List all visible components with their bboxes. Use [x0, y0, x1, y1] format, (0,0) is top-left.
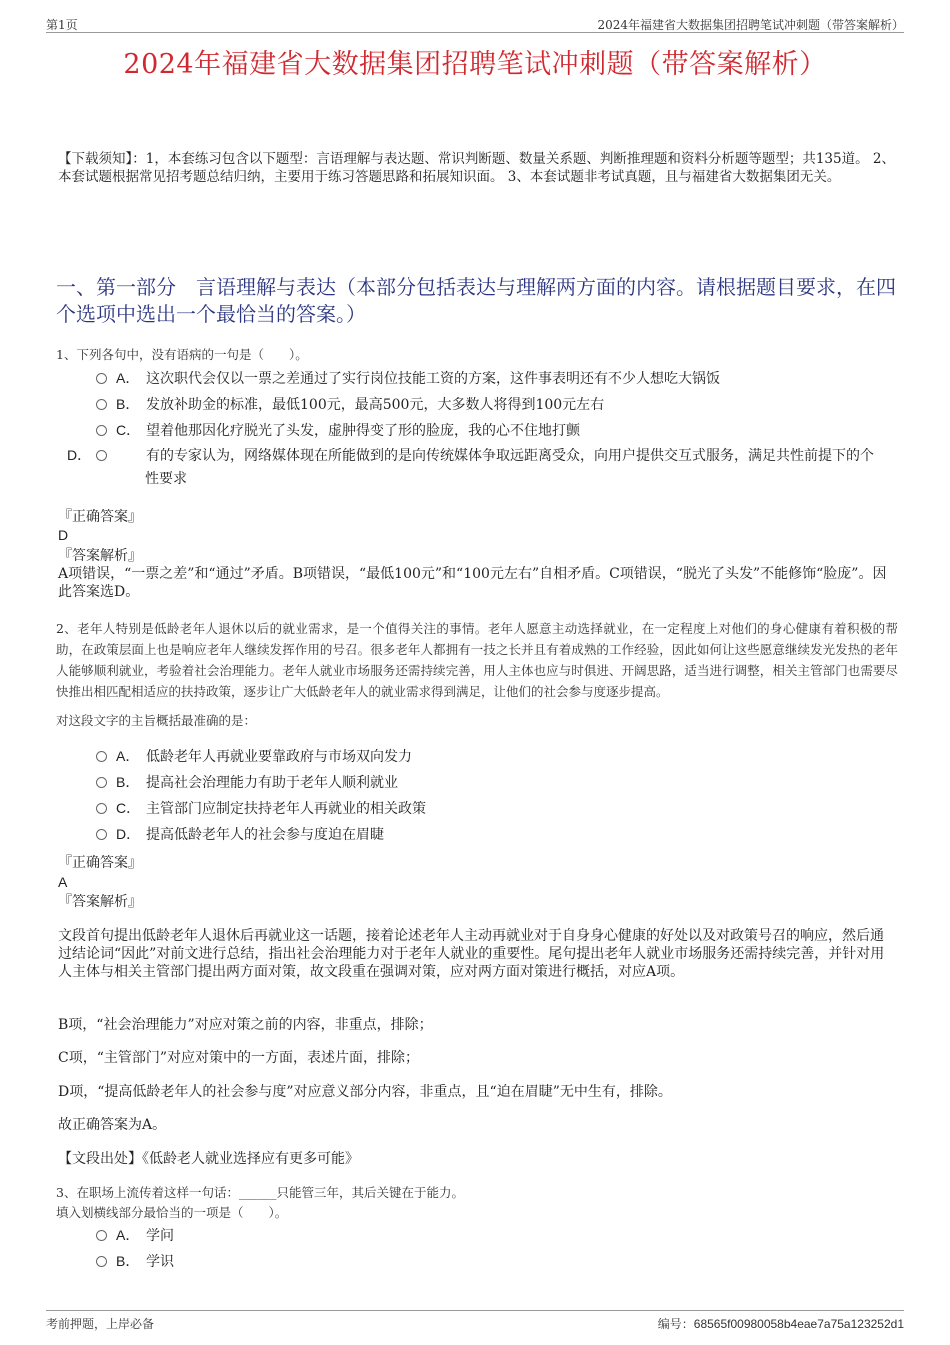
q2-option-a[interactable]: A． 低龄老年人再就业要靠政府与市场双向发力	[96, 745, 886, 769]
radio-icon[interactable]	[96, 1230, 107, 1241]
page-number: 第1页	[46, 18, 78, 32]
document-title: 2024年福建省大数据集团招聘笔试冲刺题（带答案解析）	[123, 49, 827, 80]
radio-icon[interactable]	[96, 399, 107, 410]
q2-correct-answer-label: 『正确答案』	[58, 855, 142, 871]
q2-analysis-source: 【文段出处】《低龄老人就业选择应有更多可能》	[58, 1151, 359, 1167]
q2-analysis-c: C项，“主管部门”对应对策中的一方面，表述片面，排除；	[58, 1050, 420, 1066]
radio-icon[interactable]	[96, 803, 107, 814]
section-title: 一、第一部分 言语理解与表达（本部分包括表达与理解两方面的内容。请根据题目要求，在四个选项中选出一个最恰当的答案。）	[56, 275, 896, 326]
q3-option-b[interactable]: B． 学识	[96, 1250, 886, 1274]
q2-analysis-d: D项，“提高低龄老年人的社会参与度”对应意义部分内容，非重点，且“迫在眉睫”无中生有，排除。	[58, 1084, 672, 1100]
q1-option-c[interactable]: C． 望着他那因化疗脱光了头发，虚肿得变了形的脸庞，我的心不住地打颤	[96, 419, 886, 443]
q2-analysis-paragraph: 文段首句提出低龄老年人退休后再就业这一话题，接着论述老年人主动再就业对于自身身心健康的好处以及对政策号召的响应，然后通过结论词“因此”对前文进行总结，指出社会治理能力对于老年人就业的重要性。尾句提出老年人就业市场服务还需持续完善，并针对用人主体与相关主管部门提出两方面对策，故文段重在强调对策，应对两方面对策进行概括，对应A项。	[58, 928, 885, 980]
q1-correct-answer: D	[58, 527, 69, 543]
footer-serial: 编号：68565f00980058b4eae7a75a123252d1	[657, 1317, 904, 1331]
footer-slogan: 考前押题，上岸必备	[46, 1317, 155, 1331]
radio-icon[interactable]	[96, 829, 107, 840]
q3-instruction: 填入划横线部分最恰当的一项是（ ）。	[56, 1205, 288, 1220]
q2-analysis-conclusion: 故正确答案为A。	[58, 1117, 167, 1133]
q2-option-b[interactable]: B． 提高社会治理能力有助于老年人顺利就业	[96, 771, 886, 795]
page-header	[46, 14, 904, 33]
q3-option-a[interactable]: A． 学问	[96, 1224, 886, 1248]
q1-analysis: A项错误，“一票之差”和“通过”矛盾。B项错误，“最低100元”和“100元左右”自相矛盾。C项错误，“脱光了头发”不能修饰“脸庞”。因此答案选D。	[58, 566, 887, 600]
q2-correct-answer: A	[58, 874, 68, 890]
q2-stem: 对这段文字的主旨概括最准确的是：	[56, 713, 257, 728]
radio-icon[interactable]	[96, 450, 107, 461]
radio-icon[interactable]	[96, 373, 107, 384]
radio-icon[interactable]	[96, 1256, 107, 1267]
q1-analysis-label: 『答案解析』	[58, 548, 142, 564]
q1-stem: 1、下列各句中，没有语病的一句是（ ）。	[56, 347, 308, 362]
header-doc-title: 2024年福建省大数据集团招聘笔试冲刺题（带答案解析）	[597, 18, 904, 32]
q2-option-d[interactable]: D． 提高低龄老年人的社会参与度迫在眉睫	[96, 823, 886, 847]
radio-icon[interactable]	[96, 751, 107, 762]
q2-analysis-b: B项，“社会治理能力”对应对策之前的内容，非重点，排除；	[58, 1017, 433, 1033]
q3-stem: 3、在职场上流传着这样一句话：______只能管三年，其后关键在于能力。	[56, 1185, 464, 1200]
radio-icon[interactable]	[96, 425, 107, 436]
q1-option-d[interactable]: D． 有的专家认为，网络媒体现在所能做到的是向传统媒体争取远距离受众，向用户提供交互式服务，满足共性前提下的个性要求	[67, 447, 874, 487]
radio-icon[interactable]	[96, 777, 107, 788]
q1-option-b[interactable]: B． 发放补助金的标准，最低100元，最高500元，大多数人将得到100元左右	[96, 393, 886, 417]
q2-option-c[interactable]: C． 主管部门应制定扶持老年人再就业的相关政策	[96, 797, 886, 821]
q1-correct-answer-label: 『正确答案』	[58, 509, 142, 525]
q1-option-a[interactable]: A． 这次职代会仅以一票之差通过了实行岗位技能工资的方案，这件事表明还有不少人想吃大锅饭	[96, 367, 886, 391]
download-notice: 【下载须知】：1，本套练习包含以下题型：言语理解与表达题、常识判断题、数量关系题、判断推理题和资料分析题等题型；共135道。 2、本套试题根据常见招考题总结归纳，主要用于练习答题思路和拓展知识面。 3、本套试题非考试真题，且与福建省大数据集团无关。	[58, 151, 895, 185]
q2-passage: 2、老年人特别是低龄老年人退休以后的就业需求，是一个值得关注的事情。老年人愿意主动选择就业，在一定程度上对他们的身心健康有着积极的帮助，在政策层面上也是响应老年人继续发挥作用的号召。很多老年人都拥有一技之长并且有着成熟的工作经验，因此如何让这些愿意继续发光发热的老年人能够顺利就业，考验着社会治理能力。老年人就业市场服务还需持续完善，用人主体也应与时俱进、开阔思路，适当进行调整，相关主管部门也需要尽快推出相匹配相适应的扶持政策，逐步让广大低龄老年人的就业需求得到满足，让他们的社会参与度逐步提高。	[56, 621, 898, 699]
q2-analysis-label: 『答案解析』	[58, 894, 142, 910]
page-footer	[46, 1310, 904, 1329]
